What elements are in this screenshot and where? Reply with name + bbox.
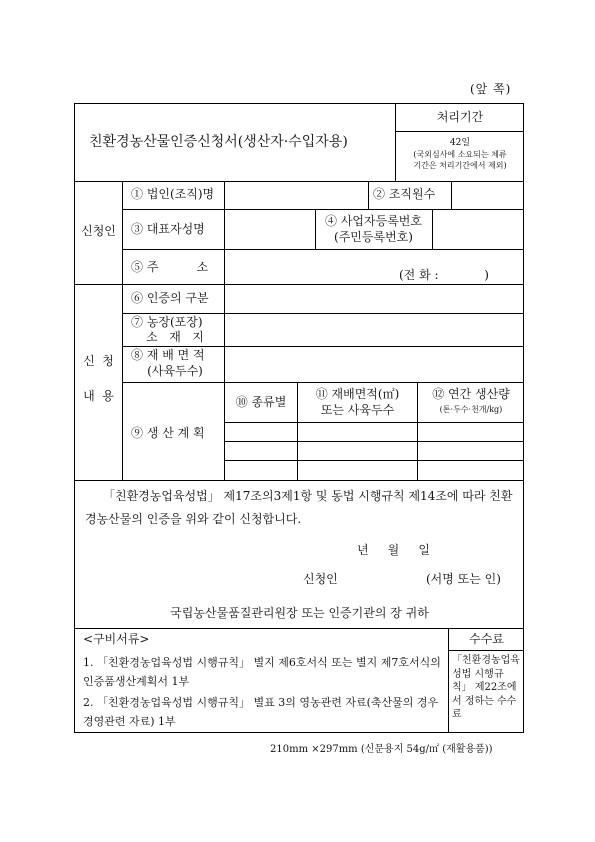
representative-field[interactable] [225, 210, 314, 248]
rule [448, 650, 524, 651]
document-item-2: 2. 「친환경농업육성법 시행규칙」 별표 3의 영농관련 자료(축산물의 경우 경영관련 자료) 1부 [83, 696, 439, 729]
applicant-signature-label: 신청인 [303, 572, 338, 586]
production-plan-label: ⑨ 생 산 계 획 [131, 426, 205, 440]
front-side-label: (앞 쪽) [470, 82, 512, 96]
fee-header: 수수료 [469, 632, 504, 646]
recipient-line: 국립농산물품질관리원장 또는 인증기관의 장 귀하 [170, 606, 429, 620]
documents-header: <구비서류> [83, 632, 150, 646]
content-section-label: 내 용 [83, 389, 114, 403]
rule [122, 382, 524, 383]
representative-label: ③ 대표자성명 [131, 222, 205, 236]
phone-label: (전 화 : ) [399, 268, 489, 282]
cert-type-label: ⑥ 인증의 구분 [131, 291, 209, 305]
production-plan-cell[interactable] [418, 442, 524, 459]
farm-location-label: ⑦ 농장(포장) [131, 315, 203, 329]
production-plan-cell[interactable] [298, 461, 417, 479]
production-plan-cell[interactable] [298, 442, 417, 459]
farm-location-field[interactable] [225, 314, 524, 345]
processing-period-value: 42일 [449, 138, 471, 148]
col-area-header: ⑪ 재배면적(㎡) [315, 387, 400, 401]
rule [75, 480, 524, 481]
processing-period-label: 처리기간 [436, 110, 484, 124]
production-plan-cell[interactable] [225, 442, 297, 459]
processing-period-note: (국외심사에 소요되는 체류 [413, 150, 507, 159]
cultivation-area-label: ⑧ 재 배 면 적 [131, 348, 205, 362]
col-yield-header: (톤·두수·천개/kg) [439, 405, 503, 414]
production-plan-cell[interactable] [418, 461, 524, 479]
form-title: 친환경농산물인증신청서(생산자·수입자용) [89, 134, 348, 150]
content-section-label: 신 청 [83, 354, 114, 368]
biz-reg-label: ④ 사업자등록번호 [325, 214, 422, 228]
processing-period-note: 기간은 처리기간에서 제외) [413, 161, 507, 170]
production-plan-cell[interactable] [225, 461, 297, 479]
date-line: 년 월 일 [357, 543, 430, 557]
declaration-text: 「친환경농업육성법」 제17조의3제1항 및 동법 시행규칙 제14조에 따라 친환경농산물의 인증을 위와 같이 신청합니다. [85, 489, 513, 526]
rule [75, 628, 524, 629]
production-plan-cell[interactable] [298, 423, 417, 440]
cultivation-area-label: (사육두수) [147, 364, 203, 378]
fee-text: 「친환경농업육성법 시행규칙」 제22조에서 정하는 수수료 [452, 655, 520, 720]
production-plan-cell[interactable] [418, 423, 524, 440]
col-species-header: ⑩ 종류별 [235, 395, 287, 409]
corp-name-label: ① 법인(조직)명 [131, 187, 215, 201]
biz-reg-label: (주민등록번호) [334, 230, 413, 244]
col-yield-header: ⑫ 연간 생산량 [432, 387, 510, 401]
production-plan-cell[interactable] [225, 423, 297, 440]
paper-spec-footer: 210mm ×297mm (신문용지 54g/㎡ (재활용품)) [270, 744, 493, 755]
applicant-section-label: 신청인 [81, 224, 116, 238]
biz-reg-field[interactable] [433, 210, 524, 248]
rule [122, 181, 123, 480]
document-item-1: 1. 「친환경농업육성법 시행규칙」 별지 제6호서식 또는 별지 제7호서식의 인증품생산계획서 1부 [83, 656, 441, 689]
cultivation-area-field[interactable] [225, 347, 524, 381]
corp-name-field[interactable] [225, 182, 367, 208]
address-label: ⑤ 주 소 [131, 260, 209, 274]
farm-location-label: 소 재 지 [146, 330, 204, 344]
org-members-label: ② 조직원수 [373, 187, 436, 201]
cert-type-field[interactable] [225, 285, 524, 312]
rule [395, 131, 524, 132]
application-form [74, 103, 524, 733]
rule [368, 181, 369, 209]
org-members-field[interactable] [452, 182, 524, 208]
signature-note: (서명 또는 인) [426, 572, 501, 586]
col-area-header: 또는 사육두수 [320, 403, 395, 417]
signature-field[interactable] [345, 567, 425, 587]
